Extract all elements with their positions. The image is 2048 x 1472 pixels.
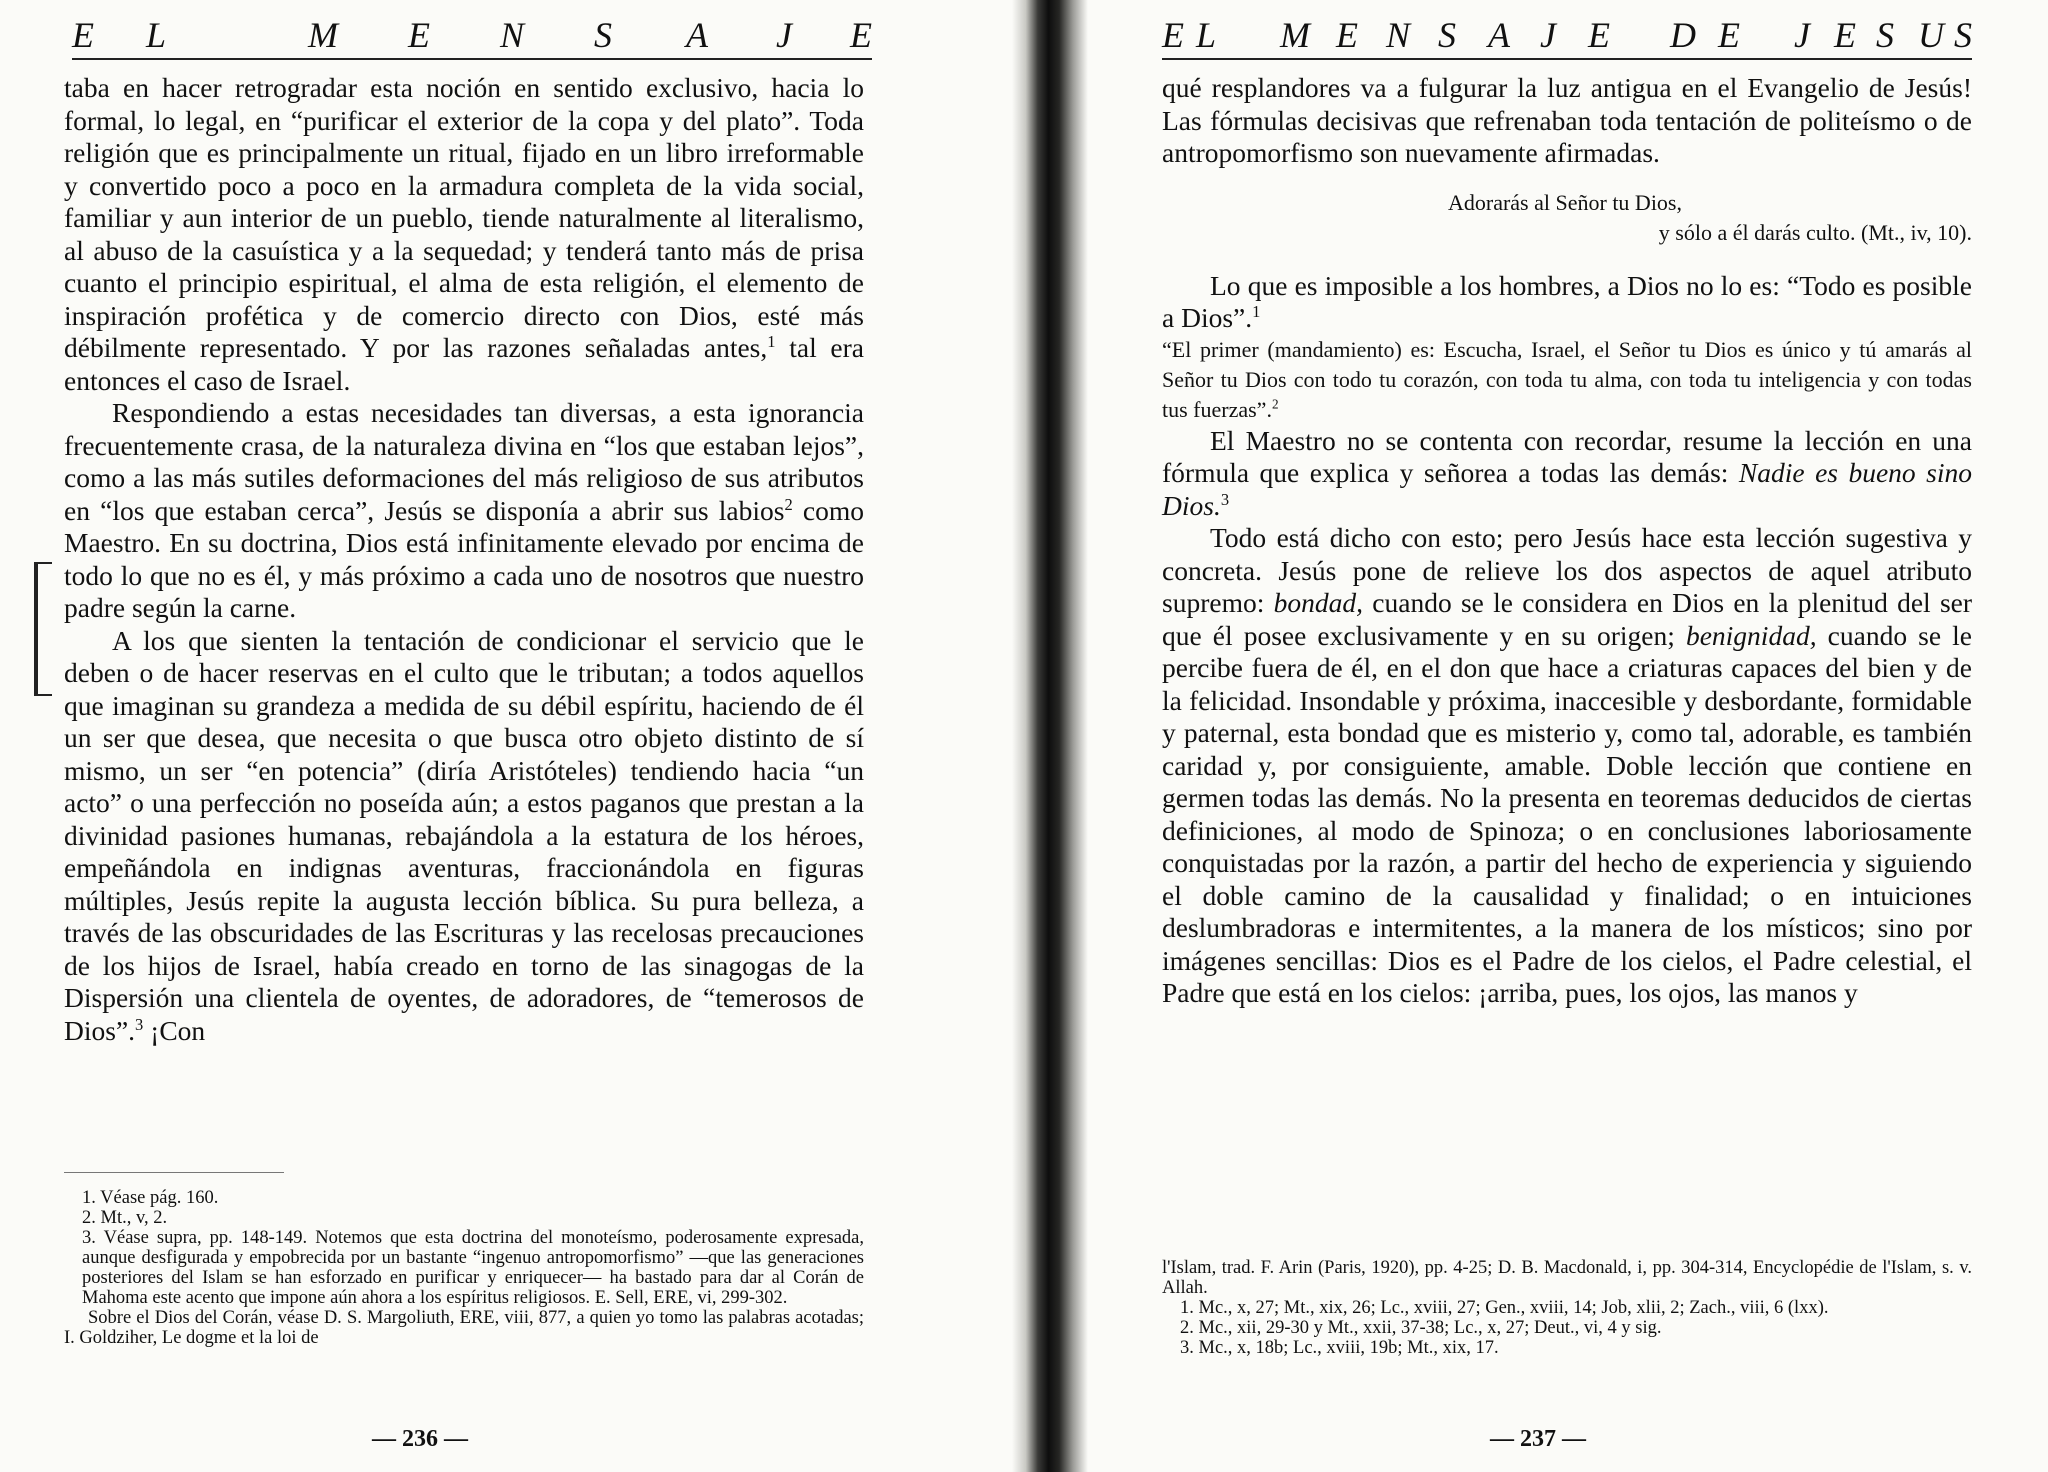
header-letter: D bbox=[1670, 15, 1696, 55]
block-quotation: “El primer (mandamiento) es: Escucha, Israel, el Señor tu Dios es único y tú amarás al Señor tu Dios con todo tu corazón, con toda tu alma, con toda tu inteligencia y con todas tus fuerzas”.$^2$ bbox=[1162, 336, 1972, 422]
header-letter: S bbox=[1954, 15, 1972, 55]
page-number-left: — 236 — bbox=[372, 1426, 468, 1452]
left-paragraph-3: A los que sienten la tentación de condicionar el servicio que le deben o de hacer reservas en el culto que le tributan; a todos aquellos que imaginan su grandeza a medida de su débil espíritu, haciendo de él un ser que desea, que necesita o que busca otro objeto distinto de sí mismo, un ser “en potencia” (diría Aristóteles) tendiendo hacia “un acto” o una perfección no poseída aún; a estos paganos que prestan a la divinidad pasiones humanas, rebajándola a la estatura de los héroes, empeñándola en indignas aventuras, fraccionándola en figuras múltiples, Jesús repite la augusta lección bíblica. Su pura belleza, a través de las obscuridades de las Escrituras y las recelosas precauciones de los hijos de Israel, había creado en torno de las sinagogas de la Dispersión una clientela de oyentes, de adoradores, de “temerosos de Dios”.$^3$ ¡Con bbox=[64, 624, 864, 1046]
header-letter: L bbox=[146, 15, 167, 55]
header-letter: M bbox=[308, 15, 338, 55]
left-paragraph-2: Respondiendo a estas necesidades tan diversas, a esta ignorancia frecuentemente crasa, de la naturaleza divina en “los que estaban lejos”, como a las más sutiles deformaciones del más religioso de sus atributos en “los que estaban cerca”, Jesús se disponía a abrir sus labios$^2$ como Maestro. En su doctrina, Dios está infinitamente elevado por encima de todo lo que no es él, y más próximo a cada uno de nosotros que nuestro padre según la carne. bbox=[64, 397, 864, 623]
footnote-ref: 3 bbox=[1220, 489, 1230, 509]
header-letter: N bbox=[1386, 15, 1411, 55]
left-page bbox=[0, 0, 1010, 1472]
verse-line: Adorarás al Señor tu Dios, bbox=[1447, 189, 1682, 215]
footnote-ref: 3 bbox=[135, 1014, 144, 1034]
verse-quotation bbox=[1162, 188, 1972, 248]
header-letter: E bbox=[1162, 15, 1184, 55]
right-paragraph-4: Todo está dicho con esto; pero Jesús hace esta lección sugestiva y concreta. Jesús pone de relieve los dos aspectos de aquel atributo supremo: bondad, cuando se le considera en Dios en la plenitud del ser que él posee exclusivamente y en su origen; benignidad, cuando se le percibe fuera de él, en el don que hace a criaturas capaces del bien y de la felicidad. Insondable y próxima, inaccesible y desbordante, formidable y paternal, esta bondad que es misterio y, como tal, adorable, es también caridad y, por consiguiente, amable. Doble lección que contiene en germen todas las demás. No la presenta en teoremas deducidos de ciertas definiciones, al modo de Spinoza; o en conclusiones laboriosamente conquistadas por la razón, a partir del hecho de experiencia y siguiendo el doble camino de la causalidad y finalidad; o en intuiciones deslumbradoras e intermitentes, a la manera de los místicos; sino por imágenes sencillas: Dios es el Padre de los cielos, el Padre celestial, el Padre que está en los cielos: ¡arriba, pues, los ojos, las manos y bbox=[1162, 522, 1973, 1008]
left-body-text bbox=[64, 72, 864, 1047]
header-letter: J bbox=[1540, 15, 1556, 55]
header-letter: U bbox=[1918, 15, 1944, 55]
header-letter: L bbox=[1196, 15, 1217, 55]
footnote: 1. Véase pág. 160. bbox=[82, 1188, 219, 1208]
header-letter: S bbox=[594, 15, 612, 55]
header-letter: N bbox=[500, 15, 525, 55]
right-paragraph-2: Lo que es imposible a los hombres, a Dios no lo es: “Todo es posible a Dios”.$^1$ bbox=[1162, 269, 1972, 333]
footnote: 1. Mc., x, 27; Mt., xix, 26; Lc., xviii, 27; Gen., xviii, 14; Job, xlii, 2; Zach., viii, 6 (lxx). bbox=[1180, 1298, 1829, 1318]
book-gutter bbox=[1012, 0, 1088, 1472]
header-letter: E bbox=[1834, 15, 1856, 55]
footnote: 3. Mc., x, 18b; Lc., xviii, 19b; Mt., xix, 17. bbox=[1180, 1338, 1499, 1358]
right-paragraph-3: El Maestro no se contenta con recordar, resume la lección en una fórmula que explica y señorea a todas las demás: Nadie es bueno sino Dios.$^3$ bbox=[1162, 424, 1972, 521]
left-paragraph-1: taba en hacer retrogradar esta noción en sentido exclusivo, hacia lo formal, lo legal, en “purificar el exterior de la copa y del plato”. Toda religión que es principalmente un ritual, fijado en un libro irreformable y convertido poco a poco en la armadura completa de la vida social, familiar y aun interior de un pueblo, tiende naturalmente al literalismo, al abuso de la casuística y a la sequedad; y tenderá tanto más de prisa cuanto el principio espiritual, el alma de esta religión, el elemento de inspiración profética y de comercio directo con Dios, esté más débilmente representado. Y por las razones señaladas antes,$^1$ tal era entonces el caso de Israel. bbox=[64, 72, 864, 396]
header-letter: S bbox=[1876, 15, 1894, 55]
header-letter: E bbox=[1588, 15, 1610, 55]
right-footnotes bbox=[1162, 1258, 1972, 1358]
running-header-left bbox=[72, 10, 872, 60]
header-letter: S bbox=[1438, 15, 1456, 55]
margin-bracket-mark bbox=[34, 562, 52, 696]
header-letter: E bbox=[408, 15, 430, 55]
header-letter: A bbox=[1488, 15, 1510, 55]
verse-line: y sólo a él darás culto. (Mt., iv, 10). bbox=[1658, 219, 1972, 245]
running-header-right bbox=[1162, 10, 1972, 60]
footnote-ref: 2 bbox=[784, 494, 793, 514]
footnote: 2. Mc., xii, 29-30 y Mt., xxii, 37-38; Lc., x, 27; Deut., vi, 4 y sig. bbox=[1180, 1318, 1662, 1338]
footnote-ref: 2 bbox=[1271, 396, 1279, 412]
page-number-right: — 237 — bbox=[1490, 1426, 1586, 1452]
header-letter: J bbox=[1794, 15, 1810, 55]
header-letter: M bbox=[1280, 15, 1310, 55]
header-letter: E bbox=[1336, 15, 1358, 55]
right-page bbox=[1090, 0, 2048, 1472]
footnote: 3. Véase supra, pp. 148-149. Notemos que esta doctrina del monoteísmo, poderosamente expresada, aunque desfigurada y empobrecida por un bastante “ingenuo antropomorfismo” —que las generaciones posteriores del Islam se han esforzado en purificar y enriquecer— ha bastado para dar al Corán de Mahoma este acento que impone aún ahora a los espíritus religiosos. E. Sell, ERE, vi, 299-302. bbox=[82, 1228, 864, 1308]
header-letter: A bbox=[686, 15, 708, 55]
right-paragraph-1: qué resplandores va a fulgurar la luz antigua en el Evangelio de Jesús! Las fórmulas decisivas que refrenaban toda tentación de politeísmo o de antropomorfismo son nuevamente afirmadas. bbox=[1162, 72, 1972, 168]
footnote-rule bbox=[64, 1172, 284, 1173]
header-letter: E bbox=[850, 15, 872, 55]
footnote: 2. Mt., v, 2. bbox=[82, 1208, 168, 1228]
header-letter: E bbox=[1718, 15, 1740, 55]
right-body-text bbox=[1162, 72, 1972, 1010]
footnote: l'Islam, trad. F. Arin (Paris, 1920), pp. 4-25; D. B. Macdonald, i, pp. 304-314, Encyclopédie de l'Islam, s. v. Allah. bbox=[1162, 1258, 1972, 1298]
header-letter: J bbox=[776, 15, 792, 55]
footnote: Sobre el Dios del Corán, véase D. S. Margoliuth, ERE, viii, 877, a quien yo tomo las palabras acotadas; I. Goldziher, Le dogme et la loi de bbox=[64, 1308, 864, 1348]
header-letter: E bbox=[72, 15, 94, 55]
left-footnotes bbox=[64, 1188, 864, 1348]
footnote-ref: 1 bbox=[767, 331, 776, 351]
footnote-ref: 1 bbox=[1252, 301, 1261, 321]
